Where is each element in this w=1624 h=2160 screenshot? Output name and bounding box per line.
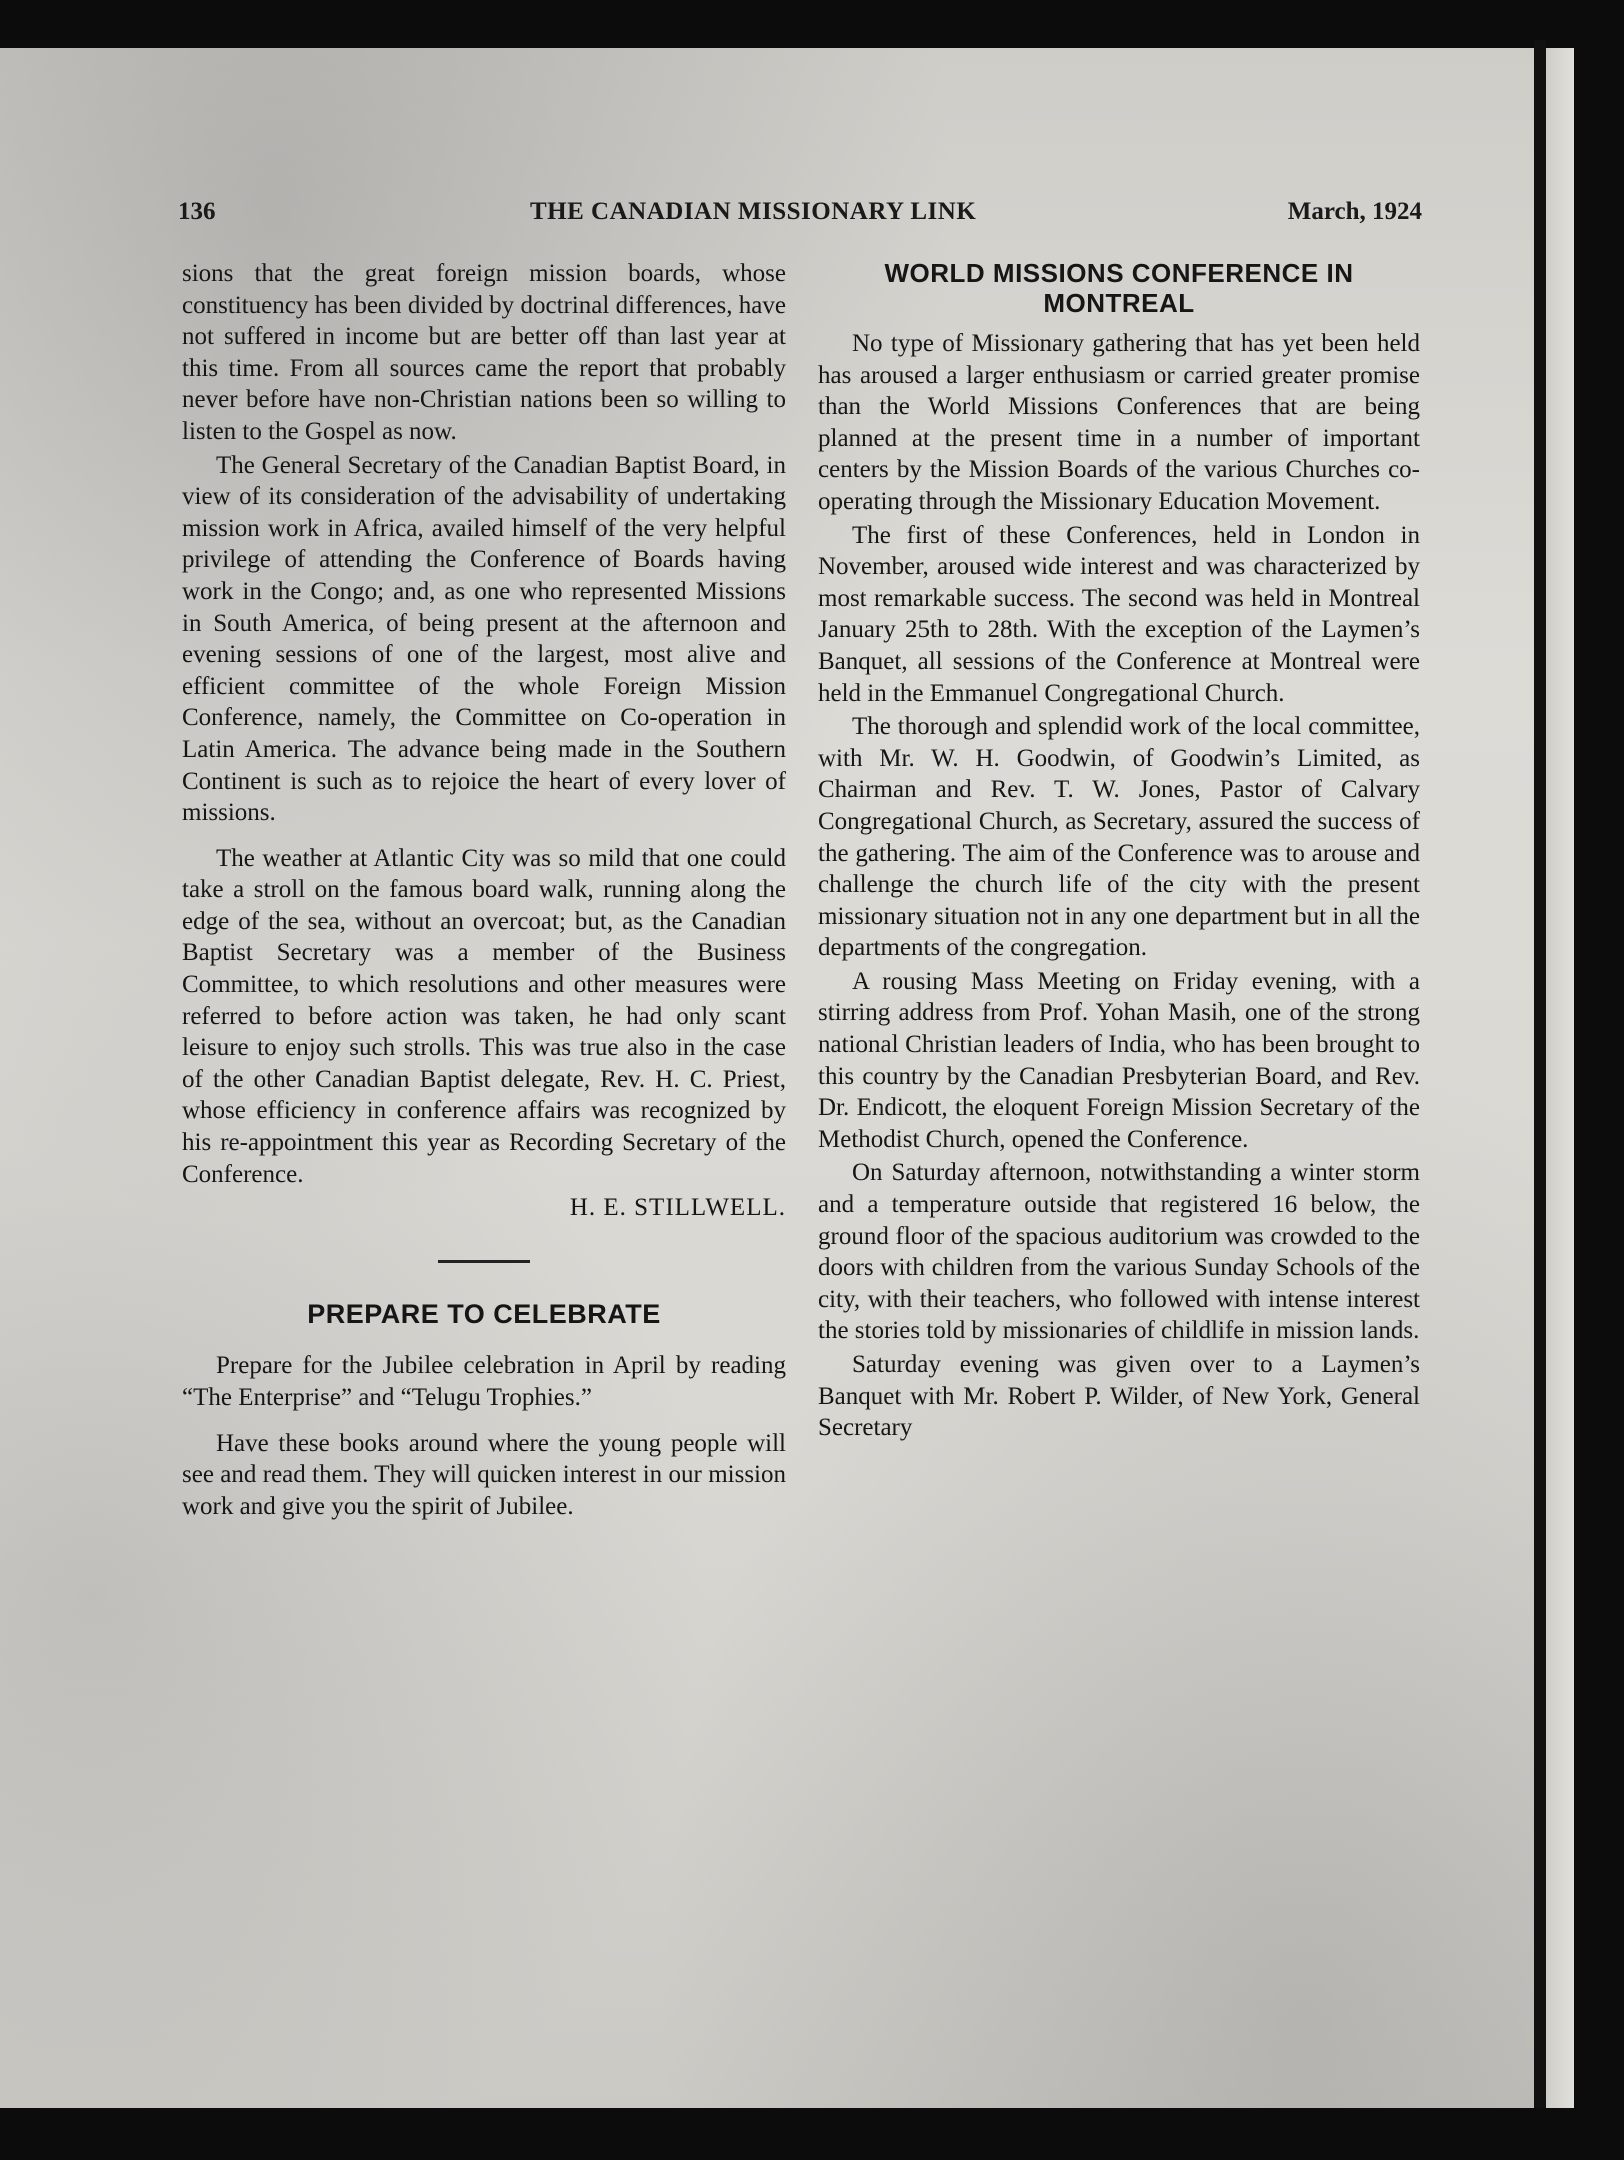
section-paragraph: Prepare for the Jubilee celebration in April by reading “The Enterprise” and “Telugu Trophies.” xyxy=(182,1352,786,1411)
author-signature: H. E. STILLWELL. xyxy=(569,1194,786,1222)
article-title: WORLD MISSIONS CONFERENCE IN MONTREAL xyxy=(884,258,1354,318)
article-paragraph: A rousing Mass Meeting on Friday evening, with a stirring address from Prof. Yohan Masih, one of the strong national Christian leaders of India, who has been brought to this country by the Canadian Presbyterian Board, and Rev. Dr. Endicott, the eloquent Foreign Mission Secretary of the Methodist Church, opened the Conference. xyxy=(818,967,1420,1153)
facing-page-edge xyxy=(1546,48,1574,2108)
binding-shadow xyxy=(1534,40,1546,2108)
publication-title: THE CANADIAN MISSIONARY LINK xyxy=(530,198,977,225)
article-paragraph: The General Secretary of the Canadian Baptist Board, in view of its consideration of the advisability of undertaking mission work in Africa, availed himself of the very helpful privilege of attending the Conference of Boards having work in the Congo; and, as one who represented Missions in South America, of being present at the afternoon and evening sessions of one of the largest, most alive and efficient committee of the whole Foreign Mission Conference, namely, the Committee on Co-operation in Latin America. The advance being made in the Southern Continent is such as to rejoice the heart of every lover of missions. xyxy=(182,451,786,827)
issue-date: March, 1924 xyxy=(1287,198,1422,225)
section-paragraph: Have these books around where the young people will see and read them. They will quicken interest in our mission work and give you the spirit of Jubilee. xyxy=(182,1429,786,1520)
running-header xyxy=(178,198,1422,238)
article-paragraph: sions that the great foreign mission boards, whose constituency has been divided by doctrinal differences, have not suffered in income but are better off than last year at this time. From all sources came the report that probably never before have non-Christian nations been so willing to listen to the Gospel as now. xyxy=(182,260,786,445)
section-divider xyxy=(438,1260,530,1263)
article-paragraph: The first of these Conferences, held in London in November, aroused wide interest and was characterized by most remarkable success. The second was held in Montreal January 25th to 28th. With the exception of the Laymen’s Banquet, all sessions of the Conference at Montreal were held in the Emmanuel Congregational Church. xyxy=(818,521,1420,707)
left-column xyxy=(182,258,786,1522)
section-title: PREPARE TO CELEBRATE xyxy=(307,1298,661,1329)
article-paragraph: On Saturday afternoon, notwithstanding a winter storm and a temperature outside that registered 16 below, the ground floor of the spacious auditorium was crowded to the doors with children from the various Sunday Schools of the city, with their teachers, who followed with intense interest the stories told by missionaries of childlife in mission lands. xyxy=(818,1159,1420,1345)
article-paragraph: The thorough and splendid work of the local committee, with Mr. W. H. Goodwin, of Goodwin’s Limited, as Chairman and Rev. T. W. Jones, Pastor of Calvary Congregational Church, as Secretary, assured the success of the gathering. The aim of the Conference was to arouse and challenge the church life of the city with the present missionary situation not in any one department but in all the departments of the congregation. xyxy=(818,713,1420,962)
page-number: 136 xyxy=(178,198,216,225)
article-paragraph: Saturday evening was given over to a Laymen’s Banquet with Mr. Robert P. Wilder, of New York, General Secretary xyxy=(818,1351,1420,1442)
article-paragraph: The weather at Atlantic City was so mild that one could take a stroll on the famous board walk, running along the edge of the sea, without an overcoat; but, as the Canadian Baptist Secretary was a member of the Business Committee, to which resolutions and other measures were referred to before action was taken, he had only scant leisure to enjoy such strolls. This was true also in the case of the other Canadian Baptist delegate, Rev. H. C. Priest, whose efficiency in conference affairs was recognized by his re-appointment this year as Recording Secretary of the Conference. xyxy=(182,844,786,1188)
right-column xyxy=(818,258,1420,1444)
article-paragraph: No type of Missionary gathering that has yet been held has aroused a larger enthusiasm or carried greater promise than the World Missions Conferences that are being planned at the present time in a number of important centers by the Mission Boards of the various Churches co-operating through the Missionary Education Movement. xyxy=(818,330,1420,515)
